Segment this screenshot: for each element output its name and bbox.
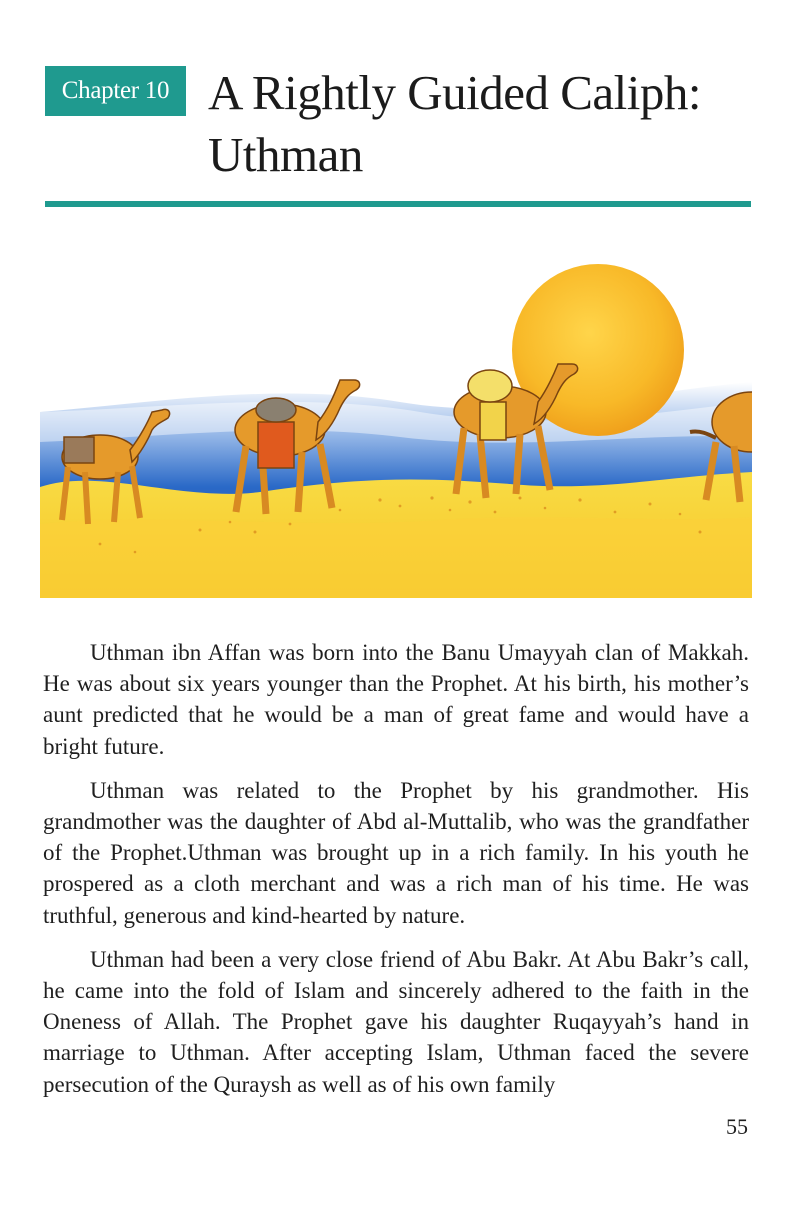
paragraph: Uthman had been a very close friend of Abu Bakr. At Abu Bakr’s call, he came into the fold of Islam and sincerely adhered to the faith in the Oneness of Allah. The Prophet gave his daughter Ruqayyah’s hand in marriage to Uthman. After accepting Islam, Uthman faced the severe persecution of the Quraysh as well as of his own family <box>43 946 749 1097</box>
title-divider <box>45 201 751 207</box>
body-text <box>43 637 749 1113</box>
paragraph: Uthman ibn Affan was born into the Banu Umayyah clan of Makkah. He was about six years younger than the Prophet. At his birth, his mother’s aunt predicted that he would be a man of great fame and would have a bright future. <box>43 640 749 759</box>
page-title <box>208 62 701 186</box>
title-line-2: Uthman <box>208 127 363 182</box>
desert-camel-caravan-illustration <box>40 262 752 598</box>
paragraph: Uthman was related to the Prophet by his grandmother. His grandmother was the daughter of Abd al-Muttalib, who was the grandfather of the Prophet.Uthman was brought up in a rich family. In his youth he prospered as a cloth merchant and was a rich man of his time. He was truthful, generous and kind-hearted by nature. <box>43 777 749 928</box>
chapter-label: Chapter 10 <box>45 66 186 116</box>
page-number: 55 <box>726 1114 748 1139</box>
title-line-1: A Rightly Guided Caliph: <box>208 65 701 120</box>
